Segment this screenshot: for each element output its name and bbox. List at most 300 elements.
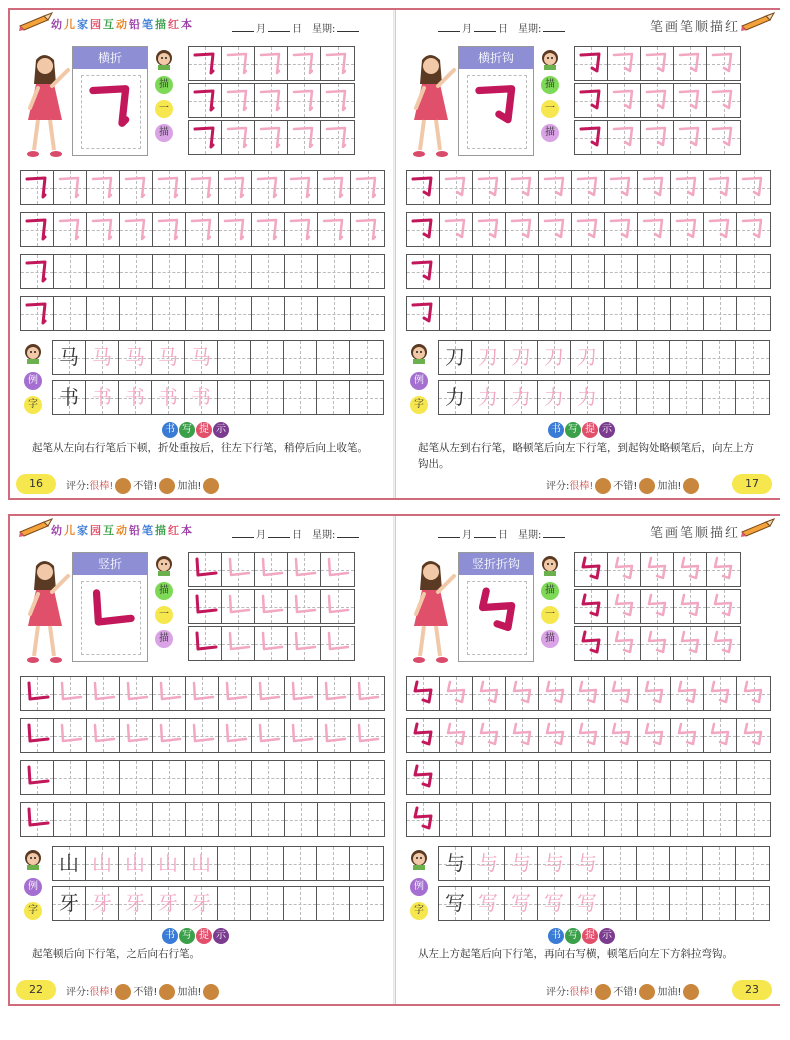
- grid-cell[interactable]: [670, 341, 703, 374]
- grid-cell[interactable]: [255, 590, 288, 623]
- grid-cell[interactable]: [608, 121, 641, 154]
- grid-cell[interactable]: [252, 761, 285, 794]
- grid-cell[interactable]: [407, 255, 440, 288]
- grid-cell[interactable]: [317, 381, 350, 414]
- grid-cell[interactable]: [351, 761, 384, 794]
- grid-cell[interactable]: [605, 255, 638, 288]
- grid-cell[interactable]: [707, 47, 740, 80]
- score-cheer[interactable]: 加油!: [657, 481, 682, 492]
- grid-cell[interactable]: [707, 84, 740, 117]
- grid-cell[interactable]: [505, 381, 538, 414]
- grid-cell[interactable]: [152, 887, 185, 920]
- grid-cell[interactable]: [284, 341, 317, 374]
- grid-cell[interactable]: [351, 297, 384, 330]
- grid-cell[interactable]: [252, 677, 285, 710]
- grid-cell[interactable]: [472, 341, 505, 374]
- grid-cell[interactable]: [350, 887, 383, 920]
- grid-cell[interactable]: [704, 297, 737, 330]
- grid-cell[interactable]: [285, 719, 318, 752]
- grid-cell[interactable]: [218, 341, 251, 374]
- grid-cell[interactable]: [153, 719, 186, 752]
- grid-cell[interactable]: [638, 803, 671, 836]
- grid-cell[interactable]: [407, 761, 440, 794]
- grid-cell[interactable]: [152, 847, 185, 880]
- grid-cell[interactable]: [605, 171, 638, 204]
- grid-cell[interactable]: [186, 719, 219, 752]
- grid-cell[interactable]: [119, 887, 152, 920]
- grid-cell[interactable]: [506, 171, 539, 204]
- grid-cell[interactable]: [572, 719, 605, 752]
- grid-cell[interactable]: [638, 761, 671, 794]
- grid-cell[interactable]: [472, 381, 505, 414]
- grid-cell[interactable]: [604, 341, 637, 374]
- grid-cell[interactable]: [572, 255, 605, 288]
- grid-cell[interactable]: [218, 887, 251, 920]
- grid-cell[interactable]: [120, 677, 153, 710]
- grid-cell[interactable]: [288, 553, 321, 586]
- grid-cell[interactable]: [704, 171, 737, 204]
- score-cheer[interactable]: 加油!: [657, 987, 682, 998]
- grid-cell[interactable]: [440, 803, 473, 836]
- grid-cell[interactable]: [571, 847, 604, 880]
- score-great[interactable]: 很棒!: [89, 987, 114, 998]
- grid-cell[interactable]: [571, 341, 604, 374]
- grid-cell[interactable]: [86, 381, 119, 414]
- grid-cell[interactable]: [87, 719, 120, 752]
- grid-cell[interactable]: [288, 121, 321, 154]
- grid-cell[interactable]: [505, 847, 538, 880]
- grid-cell[interactable]: [539, 255, 572, 288]
- grid-cell[interactable]: [641, 627, 674, 660]
- grid-cell[interactable]: [219, 719, 252, 752]
- grid-cell[interactable]: [321, 553, 354, 586]
- grid-cell[interactable]: [120, 171, 153, 204]
- grid-cell[interactable]: [539, 297, 572, 330]
- grid-cell[interactable]: [571, 381, 604, 414]
- score-cheer[interactable]: 加油!: [177, 481, 202, 492]
- grid-cell[interactable]: [86, 341, 119, 374]
- grid-cell[interactable]: [153, 297, 186, 330]
- grid-cell[interactable]: [120, 761, 153, 794]
- score-good[interactable]: 不错!: [133, 987, 158, 998]
- grid-cell[interactable]: [440, 213, 473, 246]
- grid-cell[interactable]: [671, 213, 704, 246]
- grid-cell[interactable]: [152, 341, 185, 374]
- grid-cell[interactable]: [638, 171, 671, 204]
- grid-cell[interactable]: [572, 677, 605, 710]
- grid-cell[interactable]: [54, 297, 87, 330]
- grid-cell[interactable]: [21, 719, 54, 752]
- grid-cell[interactable]: [255, 121, 288, 154]
- grid-cell[interactable]: [54, 255, 87, 288]
- grid-cell[interactable]: [153, 213, 186, 246]
- grid-cell[interactable]: [318, 677, 351, 710]
- grid-cell[interactable]: [285, 213, 318, 246]
- grid-cell[interactable]: [608, 47, 641, 80]
- grid-cell[interactable]: [219, 803, 252, 836]
- grid-cell[interactable]: [153, 255, 186, 288]
- grid-cell[interactable]: [222, 553, 255, 586]
- grid-cell[interactable]: [605, 677, 638, 710]
- grid-cell[interactable]: [703, 887, 736, 920]
- blank-line[interactable]: [474, 31, 496, 32]
- grid-cell[interactable]: [255, 553, 288, 586]
- grid-cell[interactable]: [251, 887, 284, 920]
- grid-cell[interactable]: [189, 553, 222, 586]
- blank-line[interactable]: [543, 31, 565, 32]
- grid-cell[interactable]: [350, 341, 383, 374]
- grid-cell[interactable]: [21, 171, 54, 204]
- grid-cell[interactable]: [539, 677, 572, 710]
- grid-cell[interactable]: [638, 213, 671, 246]
- grid-cell[interactable]: [572, 761, 605, 794]
- grid-cell[interactable]: [707, 627, 740, 660]
- grid-cell[interactable]: [604, 847, 637, 880]
- grid-cell[interactable]: [605, 297, 638, 330]
- grid-cell[interactable]: [351, 719, 384, 752]
- grid-cell[interactable]: [285, 297, 318, 330]
- grid-cell[interactable]: [538, 341, 571, 374]
- grid-cell[interactable]: [671, 719, 704, 752]
- grid-cell[interactable]: [506, 761, 539, 794]
- score-great[interactable]: 很棒!: [569, 481, 594, 492]
- grid-cell[interactable]: [317, 341, 350, 374]
- grid-cell[interactable]: [119, 847, 152, 880]
- grid-cell[interactable]: [473, 171, 506, 204]
- blank-line[interactable]: [337, 537, 359, 538]
- grid-cell[interactable]: [506, 719, 539, 752]
- blank-line[interactable]: [474, 537, 496, 538]
- grid-cell[interactable]: [605, 761, 638, 794]
- grid-cell[interactable]: [252, 297, 285, 330]
- grid-cell[interactable]: [185, 887, 218, 920]
- grid-cell[interactable]: [637, 887, 670, 920]
- grid-cell[interactable]: [670, 847, 703, 880]
- grid-cell[interactable]: [638, 297, 671, 330]
- grid-cell[interactable]: [539, 803, 572, 836]
- grid-cell[interactable]: [86, 847, 119, 880]
- grid-cell[interactable]: [351, 171, 384, 204]
- grid-cell[interactable]: [87, 171, 120, 204]
- grid-cell[interactable]: [703, 341, 736, 374]
- grid-cell[interactable]: [351, 803, 384, 836]
- grid-cell[interactable]: [288, 84, 321, 117]
- grid-cell[interactable]: [252, 255, 285, 288]
- grid-cell[interactable]: [318, 803, 351, 836]
- grid-cell[interactable]: [637, 847, 670, 880]
- grid-cell[interactable]: [251, 341, 284, 374]
- grid-cell[interactable]: [251, 381, 284, 414]
- grid-cell[interactable]: [21, 255, 54, 288]
- grid-cell[interactable]: [186, 213, 219, 246]
- blank-line[interactable]: [543, 537, 565, 538]
- grid-cell[interactable]: [407, 171, 440, 204]
- grid-cell[interactable]: [87, 255, 120, 288]
- grid-cell[interactable]: [439, 847, 472, 880]
- grid-cell[interactable]: [671, 171, 704, 204]
- grid-cell[interactable]: [575, 47, 608, 80]
- grid-cell[interactable]: [707, 590, 740, 623]
- grid-cell[interactable]: [222, 121, 255, 154]
- grid-cell[interactable]: [505, 887, 538, 920]
- grid-cell[interactable]: [671, 297, 704, 330]
- grid-cell[interactable]: [351, 213, 384, 246]
- grid-cell[interactable]: [638, 677, 671, 710]
- grid-cell[interactable]: [285, 255, 318, 288]
- grid-cell[interactable]: [219, 213, 252, 246]
- grid-cell[interactable]: [572, 803, 605, 836]
- grid-cell[interactable]: [288, 47, 321, 80]
- grid-cell[interactable]: [321, 84, 354, 117]
- grid-cell[interactable]: [222, 590, 255, 623]
- grid-cell[interactable]: [153, 677, 186, 710]
- grid-cell[interactable]: [153, 803, 186, 836]
- grid-cell[interactable]: [252, 171, 285, 204]
- grid-cell[interactable]: [318, 171, 351, 204]
- grid-cell[interactable]: [575, 121, 608, 154]
- grid-cell[interactable]: [638, 719, 671, 752]
- grid-cell[interactable]: [737, 171, 770, 204]
- grid-cell[interactable]: [538, 847, 571, 880]
- grid-cell[interactable]: [703, 847, 736, 880]
- grid-cell[interactable]: [119, 341, 152, 374]
- grid-cell[interactable]: [285, 677, 318, 710]
- grid-cell[interactable]: [119, 381, 152, 414]
- grid-cell[interactable]: [318, 255, 351, 288]
- grid-cell[interactable]: [539, 213, 572, 246]
- grid-cell[interactable]: [87, 297, 120, 330]
- grid-cell[interactable]: [318, 297, 351, 330]
- grid-cell[interactable]: [638, 255, 671, 288]
- grid-cell[interactable]: [54, 803, 87, 836]
- grid-cell[interactable]: [255, 84, 288, 117]
- grid-cell[interactable]: [736, 381, 769, 414]
- grid-cell[interactable]: [440, 171, 473, 204]
- grid-cell[interactable]: [87, 761, 120, 794]
- grid-cell[interactable]: [53, 341, 86, 374]
- grid-cell[interactable]: [53, 847, 86, 880]
- grid-cell[interactable]: [284, 887, 317, 920]
- grid-cell[interactable]: [608, 627, 641, 660]
- grid-cell[interactable]: [407, 297, 440, 330]
- grid-cell[interactable]: [703, 381, 736, 414]
- grid-cell[interactable]: [321, 627, 354, 660]
- grid-cell[interactable]: [671, 803, 704, 836]
- grid-cell[interactable]: [317, 847, 350, 880]
- grid-cell[interactable]: [189, 121, 222, 154]
- grid-cell[interactable]: [120, 719, 153, 752]
- grid-cell[interactable]: [506, 803, 539, 836]
- grid-cell[interactable]: [255, 627, 288, 660]
- grid-cell[interactable]: [506, 213, 539, 246]
- grid-cell[interactable]: [219, 171, 252, 204]
- grid-cell[interactable]: [321, 47, 354, 80]
- grid-cell[interactable]: [575, 84, 608, 117]
- grid-cell[interactable]: [186, 803, 219, 836]
- grid-cell[interactable]: [539, 171, 572, 204]
- grid-cell[interactable]: [252, 213, 285, 246]
- grid-cell[interactable]: [473, 803, 506, 836]
- grid-cell[interactable]: [350, 847, 383, 880]
- grid-cell[interactable]: [440, 761, 473, 794]
- grid-cell[interactable]: [186, 677, 219, 710]
- grid-cell[interactable]: [185, 381, 218, 414]
- grid-cell[interactable]: [670, 381, 703, 414]
- grid-cell[interactable]: [439, 887, 472, 920]
- grid-cell[interactable]: [186, 171, 219, 204]
- blank-line[interactable]: [232, 537, 254, 538]
- grid-cell[interactable]: [87, 677, 120, 710]
- grid-cell[interactable]: [189, 84, 222, 117]
- grid-cell[interactable]: [506, 677, 539, 710]
- blank-line[interactable]: [232, 31, 254, 32]
- grid-cell[interactable]: [737, 255, 770, 288]
- grid-cell[interactable]: [674, 121, 707, 154]
- grid-cell[interactable]: [575, 590, 608, 623]
- grid-cell[interactable]: [407, 803, 440, 836]
- grid-cell[interactable]: [473, 761, 506, 794]
- grid-cell[interactable]: [440, 719, 473, 752]
- blank-line[interactable]: [337, 31, 359, 32]
- grid-cell[interactable]: [637, 341, 670, 374]
- grid-cell[interactable]: [671, 255, 704, 288]
- grid-cell[interactable]: [641, 553, 674, 586]
- grid-cell[interactable]: [605, 213, 638, 246]
- grid-cell[interactable]: [704, 761, 737, 794]
- grid-cell[interactable]: [704, 719, 737, 752]
- grid-cell[interactable]: [318, 719, 351, 752]
- grid-cell[interactable]: [351, 677, 384, 710]
- grid-cell[interactable]: [736, 341, 769, 374]
- grid-cell[interactable]: [440, 297, 473, 330]
- grid-cell[interactable]: [704, 677, 737, 710]
- blank-line[interactable]: [438, 537, 460, 538]
- grid-cell[interactable]: [321, 121, 354, 154]
- grid-cell[interactable]: [707, 121, 740, 154]
- grid-cell[interactable]: [674, 553, 707, 586]
- grid-cell[interactable]: [608, 553, 641, 586]
- score-good[interactable]: 不错!: [613, 481, 638, 492]
- grid-cell[interactable]: [54, 761, 87, 794]
- grid-cell[interactable]: [153, 171, 186, 204]
- score-good[interactable]: 不错!: [133, 481, 158, 492]
- grid-cell[interactable]: [572, 213, 605, 246]
- grid-cell[interactable]: [318, 213, 351, 246]
- grid-cell[interactable]: [53, 381, 86, 414]
- grid-cell[interactable]: [641, 47, 674, 80]
- grid-cell[interactable]: [288, 590, 321, 623]
- grid-cell[interactable]: [350, 381, 383, 414]
- grid-cell[interactable]: [572, 171, 605, 204]
- grid-cell[interactable]: [737, 761, 770, 794]
- grid-cell[interactable]: [674, 590, 707, 623]
- grid-cell[interactable]: [605, 803, 638, 836]
- grid-cell[interactable]: [674, 84, 707, 117]
- grid-cell[interactable]: [737, 719, 770, 752]
- grid-cell[interactable]: [473, 719, 506, 752]
- grid-cell[interactable]: [571, 887, 604, 920]
- grid-cell[interactable]: [21, 803, 54, 836]
- blank-line[interactable]: [268, 31, 290, 32]
- blank-line[interactable]: [268, 537, 290, 538]
- grid-cell[interactable]: [120, 803, 153, 836]
- grid-cell[interactable]: [219, 297, 252, 330]
- grid-cell[interactable]: [186, 761, 219, 794]
- grid-cell[interactable]: [538, 887, 571, 920]
- grid-cell[interactable]: [285, 803, 318, 836]
- grid-cell[interactable]: [285, 761, 318, 794]
- grid-cell[interactable]: [317, 887, 350, 920]
- grid-cell[interactable]: [351, 255, 384, 288]
- grid-cell[interactable]: [86, 887, 119, 920]
- grid-cell[interactable]: [539, 761, 572, 794]
- grid-cell[interactable]: [186, 255, 219, 288]
- grid-cell[interactable]: [473, 213, 506, 246]
- grid-cell[interactable]: [255, 47, 288, 80]
- grid-cell[interactable]: [54, 677, 87, 710]
- grid-cell[interactable]: [608, 84, 641, 117]
- grid-cell[interactable]: [285, 171, 318, 204]
- grid-cell[interactable]: [87, 213, 120, 246]
- grid-cell[interactable]: [185, 847, 218, 880]
- grid-cell[interactable]: [54, 213, 87, 246]
- grid-cell[interactable]: [407, 677, 440, 710]
- grid-cell[interactable]: [505, 341, 538, 374]
- grid-cell[interactable]: [21, 677, 54, 710]
- grid-cell[interactable]: [54, 171, 87, 204]
- grid-cell[interactable]: [707, 553, 740, 586]
- grid-cell[interactable]: [218, 847, 251, 880]
- grid-cell[interactable]: [222, 84, 255, 117]
- grid-cell[interactable]: [407, 719, 440, 752]
- grid-cell[interactable]: [637, 381, 670, 414]
- grid-cell[interactable]: [321, 590, 354, 623]
- blank-line[interactable]: [438, 31, 460, 32]
- grid-cell[interactable]: [189, 590, 222, 623]
- grid-cell[interactable]: [440, 255, 473, 288]
- grid-cell[interactable]: [21, 297, 54, 330]
- grid-cell[interactable]: [704, 255, 737, 288]
- grid-cell[interactable]: [439, 341, 472, 374]
- grid-cell[interactable]: [284, 381, 317, 414]
- grid-cell[interactable]: [53, 887, 86, 920]
- grid-cell[interactable]: [539, 719, 572, 752]
- grid-cell[interactable]: [284, 847, 317, 880]
- grid-cell[interactable]: [671, 677, 704, 710]
- grid-cell[interactable]: [575, 627, 608, 660]
- grid-cell[interactable]: [605, 719, 638, 752]
- grid-cell[interactable]: [407, 213, 440, 246]
- grid-cell[interactable]: [189, 47, 222, 80]
- grid-cell[interactable]: [604, 381, 637, 414]
- grid-cell[interactable]: [670, 887, 703, 920]
- grid-cell[interactable]: [288, 627, 321, 660]
- grid-cell[interactable]: [120, 297, 153, 330]
- grid-cell[interactable]: [219, 761, 252, 794]
- grid-cell[interactable]: [604, 887, 637, 920]
- grid-cell[interactable]: [54, 719, 87, 752]
- grid-cell[interactable]: [251, 847, 284, 880]
- grid-cell[interactable]: [737, 297, 770, 330]
- grid-cell[interactable]: [318, 761, 351, 794]
- grid-cell[interactable]: [671, 761, 704, 794]
- grid-cell[interactable]: [473, 677, 506, 710]
- grid-cell[interactable]: [472, 887, 505, 920]
- grid-cell[interactable]: [21, 213, 54, 246]
- grid-cell[interactable]: [736, 887, 769, 920]
- grid-cell[interactable]: [572, 297, 605, 330]
- grid-cell[interactable]: [736, 847, 769, 880]
